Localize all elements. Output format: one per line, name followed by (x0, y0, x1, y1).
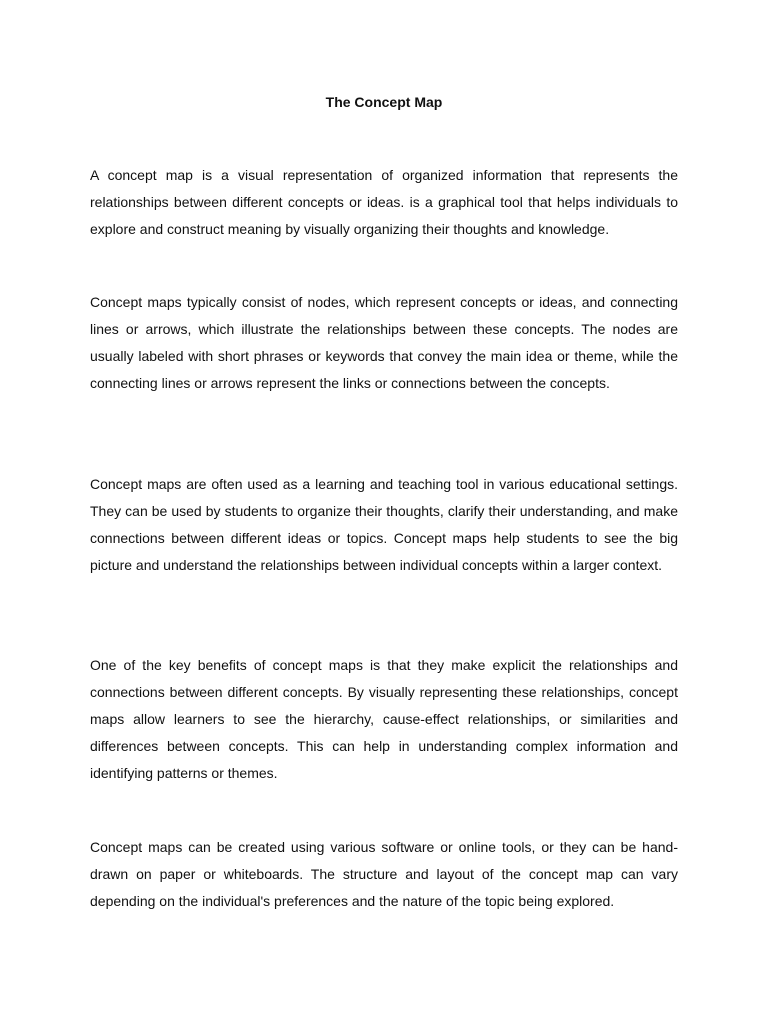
paragraph-education-use: Concept maps are often used as a learning and teaching tool in various educational settings. They can be used by students to organize their thoughts, clarify their understanding, and make connections between different ideas or topics. Concept maps help students to see the big picture and understand the relationships between individual concepts within a larger context. (90, 476, 678, 573)
document-title: The Concept Map (325, 94, 443, 110)
paragraph-creation-tools: Concept maps can be created using various software or online tools, or they can be hand-drawn on paper or whiteboards. The structure and layout of the concept map can vary depending on the individual's preferences and the nature of the topic being explored. (90, 839, 678, 909)
paragraph-benefits: One of the key benefits of concept maps is that they make explicit the relationships and connections between different concepts. By visually representing these relationships, concept maps allow learners to see the hierarchy, cause-effect relationships, or similarities and differences between concepts. This can help in understanding complex information and identifying patterns or themes. (90, 657, 678, 781)
paragraph-definition: A concept map is a visual representation of organized information that represents the relationships between different concepts or ideas. is a graphical tool that helps individuals to explore and construct meaning by visually organizing their thoughts and knowledge. (90, 167, 678, 237)
paragraph-structure: Concept maps typically consist of nodes, which represent concepts or ideas, and connecting lines or arrows, which illustrate the relationships between these concepts. The nodes are usually labeled with short phrases or keywords that convey the main idea or theme, while the connecting lines or arrows represent the links or connections between the concepts. (90, 294, 678, 391)
